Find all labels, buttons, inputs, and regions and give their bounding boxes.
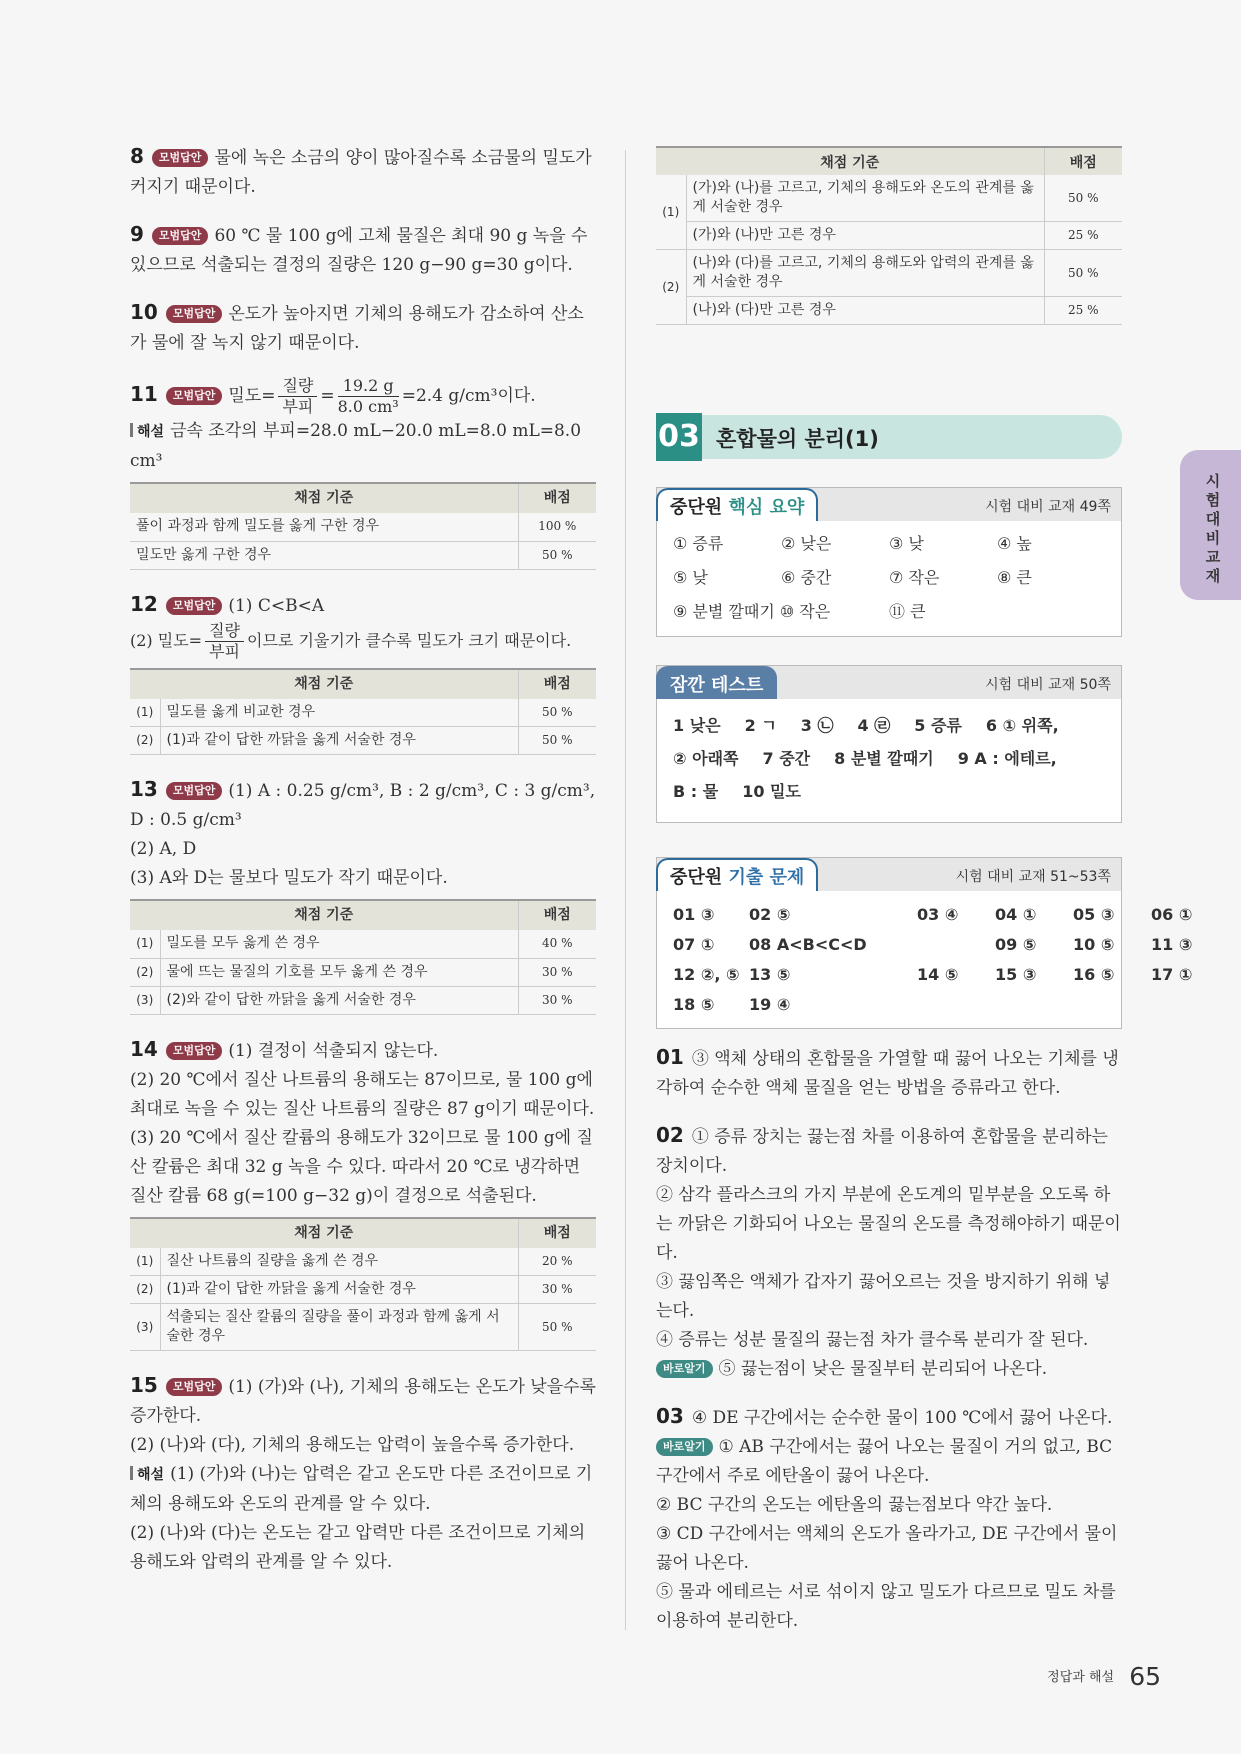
summary-box-header — [657, 488, 1121, 521]
tab-label: 중단원 — [670, 867, 729, 888]
answer-14 — [130, 1035, 596, 1352]
explanation-label: 해설 — [130, 1467, 164, 1483]
fraction-mass-volume — [278, 376, 317, 417]
criteria-cell: (나)와 (다)만 고른 경우 — [686, 297, 1044, 325]
criteria-header: 채점 기준 — [130, 900, 518, 930]
exam-answer: 06 ① — [1151, 905, 1193, 924]
answer-15 — [130, 1371, 596, 1577]
score-cell: 30 % — [518, 958, 596, 986]
answer-part-2-prefix: (2) 밀도= — [130, 630, 203, 650]
criteria-header: 채점 기준 — [656, 147, 1044, 175]
row-number: (1) — [656, 175, 686, 250]
exam-answer: 18 ⑤ — [673, 995, 715, 1014]
exam-answer: 19 ④ — [749, 995, 791, 1014]
table-row — [130, 513, 596, 541]
quick-test-tab — [656, 666, 777, 699]
grading-table-12 — [130, 668, 596, 756]
table-row — [130, 699, 596, 727]
model-answer-badge: 모범답안 — [166, 387, 223, 405]
equals: = — [320, 386, 335, 406]
score-header: 배점 — [1044, 147, 1122, 175]
criteria-header: 채점 기준 — [130, 483, 518, 513]
row-number: (3) — [130, 986, 160, 1014]
solution-text: ③ 액체 상태의 혼합물을 가열할 때 끓어 나오는 기체를 냉각하여 순수한 액체 물질을 얻는 방법을 증류라고 한다. — [656, 1049, 1119, 1098]
model-answer-badge: 모범답안 — [166, 1042, 223, 1060]
exam-answer: 03 ④ — [917, 905, 959, 924]
fraction-denominator: 부피 — [282, 397, 314, 416]
explanation-text-2: (2) (나)와 (다)는 온도는 같고 압력만 다른 조건이므로 기체의 용해도와 압력의 관계를 알 수 있다. — [130, 1523, 586, 1572]
solution-text: ⑤ 끓는점이 낮은 물질부터 분리되어 나온다. — [718, 1359, 1048, 1379]
table-row — [656, 250, 1122, 297]
score-cell: 100 % — [518, 513, 596, 541]
score-cell: 40 % — [518, 930, 596, 958]
score-cell: 25 % — [1044, 222, 1122, 250]
solution-text: ① AB 구간에서는 끓어 나오는 물질이 거의 없고, BC 구간에서 주로 에탄올이 끓어 나온다. — [656, 1437, 1113, 1486]
solution-text: ⑤ 물과 에테르는 서로 섞이지 않고 밀도가 다르므로 밀도 차를 이용하여 분리한다. — [656, 1582, 1116, 1631]
table-row — [130, 1248, 596, 1276]
model-answer-badge: 모범답안 — [166, 1378, 223, 1396]
score-cell: 50 % — [1044, 250, 1122, 297]
fraction-numerator: 질량 — [278, 376, 317, 397]
score-cell: 50 % — [518, 541, 596, 569]
criteria-cell: (1)과 같이 답한 까닭을 옳게 서술한 경우 — [160, 727, 518, 755]
answer-part-1: (1) 결정이 석출되지 않는다. — [228, 1040, 439, 1061]
summary-tab — [656, 488, 818, 521]
model-answer-badge: 모범답안 — [166, 305, 223, 323]
page-footer — [1047, 1662, 1161, 1691]
exam-answer: 11 ③ — [1151, 935, 1193, 954]
solution-02 — [656, 1121, 1122, 1384]
exam-answer: 12 ②, ⑤ — [673, 965, 740, 984]
score-header: 배점 — [518, 483, 596, 513]
score-cell: 30 % — [518, 1276, 596, 1304]
summary-item: ⑨ 분별 깔때기 ⑩ 작은 — [673, 602, 831, 621]
question-number: 13 — [130, 777, 158, 801]
fraction-values — [338, 376, 399, 417]
exam-answer: 04 ① — [995, 905, 1037, 924]
table-row — [130, 986, 596, 1014]
answer-part-2: (2) A, D — [130, 839, 197, 859]
table-row — [130, 1304, 596, 1351]
score-cell: 50 % — [1044, 175, 1122, 222]
section-title: 혼합물의 분리(1) — [716, 427, 879, 451]
criteria-header: 채점 기준 — [130, 669, 518, 699]
criteria-cell: (가)와 (나)를 고르고, 기체의 용해도와 온도의 관계를 옳게 서술한 경우 — [686, 175, 1044, 222]
explanation-text-1: (1) (가)와 (나)는 압력은 같고 온도만 다른 조건이므로 기체의 용해도와 온도의 관계를 알 수 있다. — [130, 1464, 593, 1514]
fraction-denominator: 8.0 cm³ — [337, 397, 399, 416]
summary-item: ④ 높 — [997, 534, 1032, 553]
score-cell: 50 % — [518, 727, 596, 755]
exam-answer: 02 ⑤ — [749, 905, 791, 924]
criteria-cell: 풀이 과정과 함께 밀도를 옳게 구한 경우 — [130, 513, 518, 541]
test-answer: 3 ㉡ — [800, 716, 834, 735]
question-number: 03 — [656, 1404, 684, 1428]
answer-part-3: (3) A와 D는 물보다 밀도가 작기 때문이다. — [130, 868, 448, 888]
test-answer: 6 ① 위쪽, — [985, 716, 1059, 735]
exam-answer: 16 ⑤ — [1073, 965, 1115, 984]
test-answer: ② 아래쪽 — [673, 749, 739, 768]
row-number: (2) — [130, 1276, 160, 1304]
summary-item: ⑦ 작은 — [889, 568, 940, 587]
grading-table-15 — [656, 146, 1122, 325]
explanation-label: 해설 — [130, 424, 164, 440]
tab-label-highlight: 핵심 요약 — [728, 497, 805, 518]
question-number: 9 — [130, 222, 144, 246]
solution-03 — [656, 1402, 1122, 1636]
left-column — [130, 142, 596, 1595]
question-number: 02 — [656, 1123, 684, 1147]
test-answer: 2 ㄱ — [744, 716, 777, 735]
section-banner — [656, 415, 1122, 459]
answer-part-1: (1) A : 0.25 g/cm³, B : 2 g/cm³, C : 3 g/cm³, D : 0.5 g/cm³ — [130, 781, 596, 830]
footer-label: 정답과 해설 — [1047, 1670, 1115, 1685]
question-number: 10 — [130, 300, 158, 324]
table-row — [130, 930, 596, 958]
exam-answer: 01 ③ — [673, 905, 715, 924]
exam-answer: 10 ⑤ — [1073, 935, 1115, 954]
answer-part-1: (1) C<B<A — [228, 595, 325, 616]
score-header: 배점 — [518, 900, 596, 930]
exam-answer: 09 ⑤ — [995, 935, 1037, 954]
model-answer-badge: 모범답안 — [152, 227, 209, 245]
solution-text: ③ 끓임쪽은 액체가 갑자기 끓어오르는 것을 방지하기 위해 넣는다. — [656, 1272, 1111, 1321]
quick-test-box — [656, 665, 1122, 823]
page-reference: 시험 대비 교재 50쪽 — [985, 677, 1111, 693]
answer-10 — [130, 298, 596, 358]
row-number: (1) — [130, 1248, 160, 1276]
summary-box — [656, 487, 1122, 637]
solution-text: ② BC 구간의 온도는 에탄올의 끓는점보다 약간 높다. — [656, 1495, 1053, 1515]
explanation-text: 금속 조각의 부피=28.0 mL−20.0 mL=8.0 mL=8.0 cm³ — [130, 421, 582, 471]
answer-part-2: (2) 20 ℃에서 질산 나트륨의 용해도는 87이므로, 물 100 g에 최대로 녹을 수 있는 질산 나트륨의 질량은 87 g이기 때문이다. — [130, 1069, 595, 1119]
test-answer: 7 중간 — [762, 749, 811, 768]
answer-13 — [130, 775, 596, 1015]
score-cell: 20 % — [518, 1248, 596, 1276]
fraction-mass-volume — [205, 621, 244, 662]
score-header: 배점 — [518, 669, 596, 699]
test-answer: 1 낮은 — [673, 716, 721, 735]
answer-8 — [130, 142, 596, 202]
criteria-cell: 물에 뜨는 물질의 기호를 모두 옳게 쓴 경우 — [160, 958, 518, 986]
past-exam-body — [657, 891, 1193, 1028]
row-number: (1) — [130, 699, 160, 727]
score-cell: 30 % — [518, 986, 596, 1014]
solution-text: ③ CD 구간에서는 액체의 온도가 올라가고, DE 구간에서 물이 끓어 나온다. — [656, 1524, 1118, 1573]
past-exam-box — [656, 857, 1193, 1029]
model-answer-badge: 모범답안 — [166, 597, 223, 615]
summary-item: ⑤ 낮 — [673, 568, 708, 587]
grading-table-14 — [130, 1217, 596, 1352]
quick-test-body — [657, 699, 1121, 822]
solution-text: ④ 증류는 성분 물질의 끓는점 차가 클수록 분리가 잘 된다. — [656, 1330, 1089, 1350]
exam-answer: 08 A<B<C<D — [749, 935, 867, 954]
test-line — [673, 742, 1105, 775]
criteria-cell: 석출되는 질산 칼륨의 질량을 풀이 과정과 함께 옳게 서술한 경우 — [160, 1304, 518, 1351]
test-answer: 5 증류 — [914, 716, 962, 735]
past-exam-tab — [656, 858, 818, 891]
test-answer: 9 A : 에테르, — [957, 749, 1057, 768]
correction-badge: 바로알기 — [656, 1438, 713, 1456]
question-number: 8 — [130, 144, 144, 168]
tab-label-highlight: 테스트 — [711, 675, 764, 696]
column-divider — [625, 150, 626, 1630]
test-answer: 8 분별 깔때기 — [834, 749, 934, 768]
summary-item: ⑪ 큰 — [889, 602, 926, 621]
score-cell: 25 % — [1044, 297, 1122, 325]
row-number: (3) — [130, 1304, 160, 1351]
answer-9 — [130, 220, 596, 280]
model-answer-badge: 모범답안 — [166, 782, 223, 800]
grading-table-13 — [130, 899, 596, 1015]
exam-answer: 05 ③ — [1073, 905, 1115, 924]
fraction-numerator: 19.2 g — [338, 376, 399, 397]
test-answer: 4 ㉣ — [857, 716, 891, 735]
table-row — [656, 222, 1122, 250]
answer-part-2: (2) (나)와 (다), 기체의 용해도는 압력이 높을수록 증가한다. — [130, 1435, 575, 1455]
exam-answer: 13 ⑤ — [749, 965, 791, 984]
answer-12 — [130, 590, 596, 756]
table-row — [130, 541, 596, 569]
table-row — [130, 1276, 596, 1304]
answer-text: 60 ℃ 물 100 g에 고체 물질은 최대 90 g 녹을 수 있으므로 석출되는 결정의 질량은 120 g−90 g=30 g이다. — [130, 226, 588, 275]
page-number: 65 — [1129, 1662, 1161, 1691]
row-number: (2) — [130, 958, 160, 986]
exam-answer: 14 ⑤ — [917, 965, 959, 984]
answer-text: 온도가 높아지면 기체의 용해도가 감소하여 산소가 물에 잘 녹지 않기 때문이다. — [130, 304, 584, 353]
tab-label: 잠깐 — [670, 675, 712, 696]
exam-grid — [673, 905, 1193, 1014]
tab-label-highlight: 기출 문제 — [728, 867, 805, 888]
test-line — [673, 709, 1105, 742]
exam-answer: 17 ① — [1151, 965, 1193, 984]
table-row — [656, 175, 1122, 222]
criteria-cell: (2)와 같이 답한 까닭을 옳게 서술한 경우 — [160, 986, 518, 1014]
density-prefix: 밀도= — [228, 386, 276, 406]
density-result: =2.4 g/cm³이다. — [401, 386, 536, 406]
answer-part-3: (3) 20 ℃에서 질산 칼륨의 용해도가 32이므로 물 100 g에 질산 칼륨은 최대 32 g 녹을 수 있다. 따라서 20 ℃로 냉각하면 질산 칼륨 68 g(=100 g−32 g)이 결정으로 석출된다. — [130, 1127, 593, 1206]
row-number: (2) — [130, 727, 160, 755]
model-answer-badge: 모범답안 — [152, 149, 209, 167]
quick-test-header — [657, 666, 1121, 699]
summary-item: ① 증류 — [673, 534, 724, 553]
past-exam-header — [657, 858, 1121, 891]
page-reference: 시험 대비 교재 51~53쪽 — [955, 869, 1111, 885]
summary-box-body — [657, 521, 1121, 636]
criteria-cell: 밀도를 옳게 비교한 경우 — [160, 699, 518, 727]
test-answer: B : 물 — [673, 782, 719, 801]
criteria-cell: 밀도를 모두 옳게 쓴 경우 — [160, 930, 518, 958]
tab-label: 중단원 — [670, 497, 729, 518]
question-number: 01 — [656, 1045, 684, 1069]
question-number: 11 — [130, 382, 158, 406]
test-line — [673, 775, 1105, 808]
score-cell: 50 % — [518, 1304, 596, 1351]
table-row — [130, 727, 596, 755]
criteria-cell: (1)과 같이 답한 까닭을 옳게 서술한 경우 — [160, 1276, 518, 1304]
summary-item: ⑧ 큰 — [997, 568, 1032, 587]
section-number: 03 — [656, 413, 702, 461]
score-header: 배점 — [518, 1218, 596, 1248]
answer-part-2-text: 이므로 기울기가 클수록 밀도가 크기 때문이다. — [247, 630, 572, 650]
answer-part-1: (1) (가)와 (나), 기체의 용해도는 온도가 낮을수록 증가한다. — [130, 1377, 596, 1426]
grading-table-11 — [130, 482, 596, 570]
fraction-denominator: 부피 — [209, 641, 240, 661]
criteria-header: 채점 기준 — [130, 1218, 518, 1248]
row-number: (2) — [656, 250, 686, 325]
solution-text: ① 증류 장치는 끓는점 차를 이용하여 혼합물을 분리하는 장치이다. — [656, 1127, 1108, 1176]
summary-item: ⑥ 중간 — [781, 568, 832, 587]
answer-text: 물에 녹은 소금의 양이 많아질수록 소금물의 밀도가 커지기 때문이다. — [130, 148, 592, 197]
table-row — [130, 958, 596, 986]
summary-item: ③ 낮 — [889, 534, 924, 553]
exam-answer: 07 ① — [673, 935, 715, 954]
row-number: (1) — [130, 930, 160, 958]
side-index-tab[interactable] — [1180, 450, 1241, 600]
fraction-numerator: 질량 — [205, 621, 244, 642]
right-column — [656, 146, 1193, 1654]
summary-item: ② 낮은 — [781, 534, 832, 553]
question-number: 14 — [130, 1036, 158, 1061]
question-number: 12 — [130, 591, 158, 616]
criteria-cell: (나)와 (다)를 고르고, 기체의 용해도와 압력의 관계를 옳게 서술한 경우 — [686, 250, 1044, 297]
side-tab-label: 시험 대비 교재 — [1205, 472, 1221, 585]
correction-badge: 바로알기 — [656, 1360, 713, 1378]
score-cell: 50 % — [518, 699, 596, 727]
summary-grid — [673, 531, 1105, 622]
solution-text: ② 삼각 플라스크의 가지 부분에 온도계의 밑부분을 오도록 하는 까닭은 기화되어 나오는 물질의 온도를 측정해야하기 때문이다. — [656, 1185, 1121, 1263]
criteria-cell: (가)와 (나)만 고른 경우 — [686, 222, 1044, 250]
solution-text: ④ DE 구간에서는 순수한 물이 100 ℃에서 끓어 나온다. — [691, 1408, 1113, 1428]
answer-11 — [130, 376, 596, 570]
criteria-cell: 밀도만 옳게 구한 경우 — [130, 541, 518, 569]
criteria-cell: 질산 나트륨의 질량을 옳게 쓴 경우 — [160, 1248, 518, 1276]
test-answer: 10 밀도 — [742, 782, 801, 801]
page-reference: 시험 대비 교재 49쪽 — [985, 499, 1111, 515]
question-number: 15 — [130, 1373, 158, 1397]
table-row — [656, 297, 1122, 325]
solution-01 — [656, 1043, 1122, 1103]
exam-answer: 15 ③ — [995, 965, 1037, 984]
